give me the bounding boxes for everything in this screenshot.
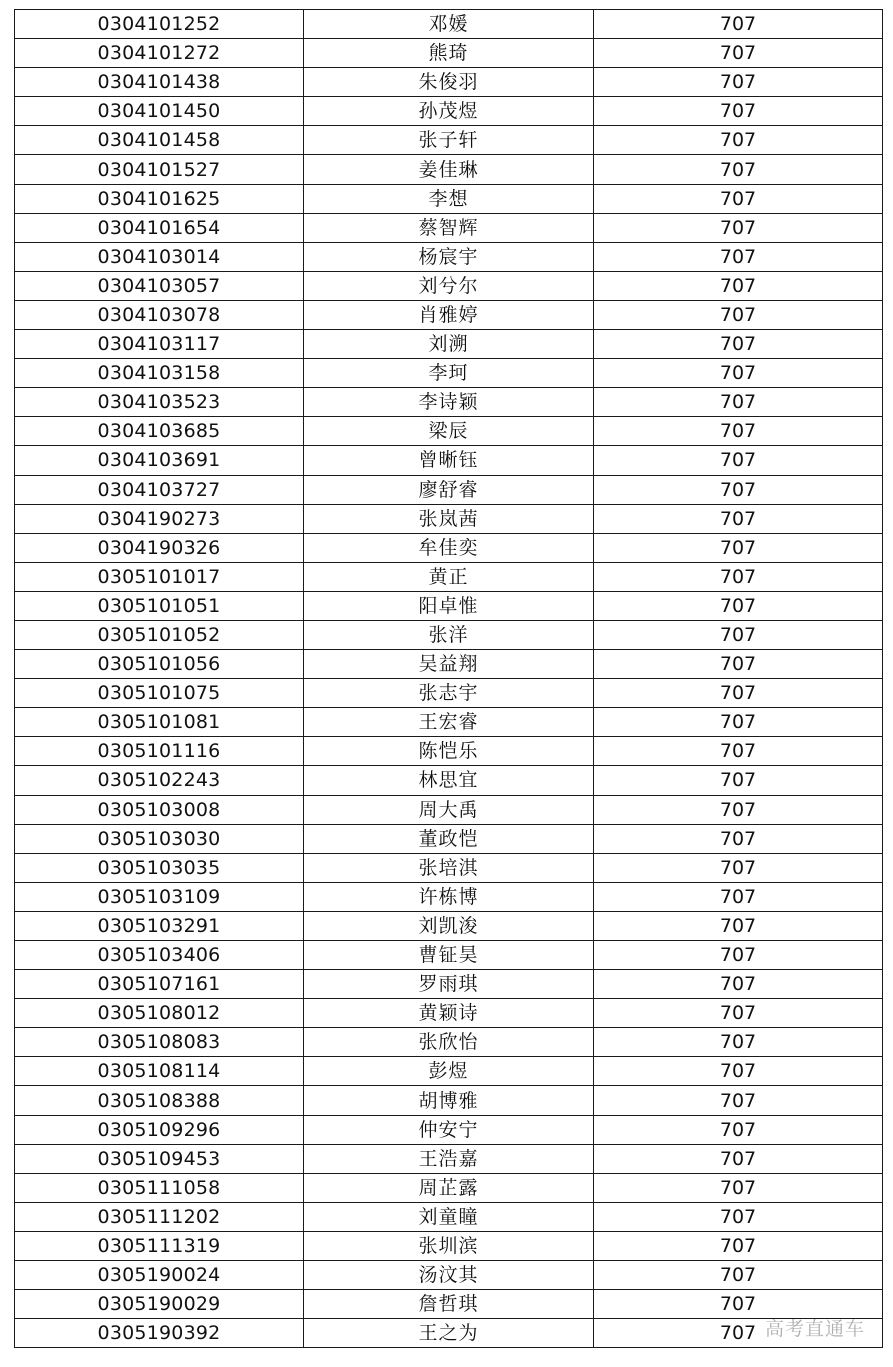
table-row [15,388,883,417]
student-name-cell: 廖舒睿 [304,475,594,504]
table-row [15,853,883,882]
exam-id-cell: 0304101450 [15,97,304,126]
score-cell: 707 [594,1231,883,1260]
student-name-cell: 刘童瞳 [304,1202,594,1231]
score-cell: 707 [594,213,883,242]
exam-id-cell: 0304101625 [15,184,304,213]
table-row [15,591,883,620]
score-cell: 707 [594,330,883,359]
exam-id-cell: 0304103117 [15,330,304,359]
score-cell: 707 [594,824,883,853]
student-name-cell: 蔡智辉 [304,213,594,242]
exam-id-cell: 0305103109 [15,882,304,911]
table-row [15,679,883,708]
score-cell: 707 [594,242,883,271]
table-row [15,999,883,1028]
score-cell: 707 [594,679,883,708]
table-row [15,359,883,388]
table-row [15,184,883,213]
exam-id-cell: 0305108083 [15,1028,304,1057]
exam-id-cell: 0304190273 [15,504,304,533]
score-cell: 707 [594,1144,883,1173]
exam-id-cell: 0305109453 [15,1144,304,1173]
student-name-cell: 姜佳琳 [304,155,594,184]
score-cell: 707 [594,68,883,97]
exam-id-cell: 0305103406 [15,941,304,970]
score-cell: 707 [594,359,883,388]
table-row [15,1202,883,1231]
table-row [15,1144,883,1173]
exam-id-cell: 0304103057 [15,271,304,300]
table-row [15,504,883,533]
table-row [15,795,883,824]
student-name-cell: 刘兮尔 [304,271,594,300]
student-name-cell: 王浩嘉 [304,1144,594,1173]
score-cell: 707 [594,1261,883,1290]
student-name-cell: 王之为 [304,1319,594,1348]
table-row [15,155,883,184]
score-cell: 707 [594,795,883,824]
table-row [15,97,883,126]
table-row [15,271,883,300]
exam-id-cell: 0304103078 [15,300,304,329]
student-name-cell: 张培淇 [304,853,594,882]
table-row [15,242,883,271]
student-name-cell: 曾晰钰 [304,446,594,475]
table-row [15,737,883,766]
score-cell: 707 [594,1028,883,1057]
table-row [15,1290,883,1319]
score-cell: 707 [594,562,883,591]
student-name-cell: 孙茂煜 [304,97,594,126]
exam-id-cell: 0305107161 [15,970,304,999]
student-name-cell: 刘溯 [304,330,594,359]
score-cell: 707 [594,1086,883,1115]
score-cell: 707 [594,970,883,999]
score-cell: 707 [594,766,883,795]
student-name-cell: 张洋 [304,620,594,649]
exam-id-cell: 0304103014 [15,242,304,271]
score-table [14,9,883,1348]
table-row [15,1173,883,1202]
student-name-cell: 詹哲琪 [304,1290,594,1319]
table-row [15,824,883,853]
table-row [15,941,883,970]
score-cell: 707 [594,533,883,562]
table-row [15,1261,883,1290]
table-row [15,126,883,155]
student-name-cell: 张欣怡 [304,1028,594,1057]
student-name-cell: 胡博雅 [304,1086,594,1115]
table-row [15,1319,883,1348]
score-cell: 707 [594,271,883,300]
score-cell: 707 [594,446,883,475]
student-name-cell: 张圳滨 [304,1231,594,1260]
student-name-cell: 张子轩 [304,126,594,155]
student-name-cell: 杨宸宇 [304,242,594,271]
exam-id-cell: 0304101272 [15,39,304,68]
student-name-cell: 周大禹 [304,795,594,824]
table-row [15,330,883,359]
exam-id-cell: 0305101075 [15,679,304,708]
exam-id-cell: 0304101438 [15,68,304,97]
score-cell: 707 [594,417,883,446]
student-name-cell: 张志宇 [304,679,594,708]
table-row [15,213,883,242]
student-name-cell: 陈恺乐 [304,737,594,766]
exam-id-cell: 0305108114 [15,1057,304,1086]
score-cell: 707 [594,941,883,970]
score-cell: 707 [594,737,883,766]
exam-id-cell: 0304103685 [15,417,304,446]
score-cell: 707 [594,999,883,1028]
table-row [15,417,883,446]
table-row [15,475,883,504]
table-row [15,300,883,329]
exam-id-cell: 0305111058 [15,1173,304,1202]
table-row [15,911,883,940]
student-name-cell: 肖雅婷 [304,300,594,329]
score-cell: 707 [594,97,883,126]
exam-id-cell: 0305101056 [15,650,304,679]
exam-id-cell: 0304190326 [15,533,304,562]
exam-id-cell: 0305101017 [15,562,304,591]
student-name-cell: 李珂 [304,359,594,388]
student-name-cell: 阳卓惟 [304,591,594,620]
score-table-body [15,10,883,1348]
score-cell: 707 [594,882,883,911]
score-cell: 707 [594,591,883,620]
score-cell: 707 [594,1173,883,1202]
table-row [15,708,883,737]
student-name-cell: 曹钲昊 [304,941,594,970]
score-cell: 707 [594,853,883,882]
table-row [15,1086,883,1115]
exam-id-cell: 0305103008 [15,795,304,824]
score-cell: 707 [594,184,883,213]
exam-id-cell: 0305103030 [15,824,304,853]
student-name-cell: 周芷露 [304,1173,594,1202]
table-row [15,882,883,911]
table-row [15,1231,883,1260]
student-name-cell: 刘凯浚 [304,911,594,940]
exam-id-cell: 0305103035 [15,853,304,882]
score-cell: 707 [594,1202,883,1231]
student-name-cell: 牟佳奕 [304,533,594,562]
score-cell: 707 [594,650,883,679]
table-row [15,1115,883,1144]
exam-id-cell: 0304103158 [15,359,304,388]
table-row [15,446,883,475]
table-row [15,766,883,795]
score-cell: 707 [594,708,883,737]
table-row [15,39,883,68]
exam-id-cell: 0305101052 [15,620,304,649]
exam-id-cell: 0305101081 [15,708,304,737]
exam-id-cell: 0305102243 [15,766,304,795]
exam-id-cell: 0304103727 [15,475,304,504]
student-name-cell: 吴益翔 [304,650,594,679]
student-name-cell: 黄正 [304,562,594,591]
student-name-cell: 王宏睿 [304,708,594,737]
student-name-cell: 李想 [304,184,594,213]
exam-id-cell: 0304101527 [15,155,304,184]
student-name-cell: 朱俊羽 [304,68,594,97]
student-name-cell: 董政恺 [304,824,594,853]
student-name-cell: 彭煜 [304,1057,594,1086]
student-name-cell: 许栋博 [304,882,594,911]
score-cell: 707 [594,10,883,39]
student-name-cell: 黄颖诗 [304,999,594,1028]
score-cell: 707 [594,911,883,940]
exam-id-cell: 0305111319 [15,1231,304,1260]
table-row [15,562,883,591]
table-row [15,10,883,39]
score-cell: 707 [594,504,883,533]
student-name-cell: 熊琦 [304,39,594,68]
table-row [15,533,883,562]
table-row [15,1057,883,1086]
score-cell: 707 [594,155,883,184]
table-row [15,970,883,999]
exam-id-cell: 0305101051 [15,591,304,620]
score-cell: 707 [594,1057,883,1086]
exam-id-cell: 0305109296 [15,1115,304,1144]
score-cell: 707 [594,126,883,155]
student-name-cell: 李诗颖 [304,388,594,417]
student-name-cell: 汤汶其 [304,1261,594,1290]
exam-id-cell: 0305108388 [15,1086,304,1115]
student-name-cell: 仲安宁 [304,1115,594,1144]
exam-id-cell: 0305111202 [15,1202,304,1231]
table-row [15,68,883,97]
student-name-cell: 林思宜 [304,766,594,795]
exam-id-cell: 0305190024 [15,1261,304,1290]
table-row [15,1028,883,1057]
student-name-cell: 张岚茜 [304,504,594,533]
table-row [15,650,883,679]
exam-id-cell: 0304101654 [15,213,304,242]
table-row [15,620,883,649]
student-name-cell: 邓媛 [304,10,594,39]
exam-id-cell: 0304103691 [15,446,304,475]
exam-id-cell: 0305108012 [15,999,304,1028]
score-cell: 707 [594,475,883,504]
exam-id-cell: 0304101458 [15,126,304,155]
student-name-cell: 梁辰 [304,417,594,446]
exam-id-cell: 0305101116 [15,737,304,766]
exam-id-cell: 0305103291 [15,911,304,940]
student-name-cell: 罗雨琪 [304,970,594,999]
score-cell: 707 [594,1115,883,1144]
exam-id-cell: 0305190392 [15,1319,304,1348]
score-cell: 707 [594,388,883,417]
exam-id-cell: 0305190029 [15,1290,304,1319]
score-cell: 707 [594,1290,883,1319]
score-cell: 707 [594,1319,883,1348]
score-cell: 707 [594,39,883,68]
exam-id-cell: 0304103523 [15,388,304,417]
score-cell: 707 [594,300,883,329]
watermark-text: 高考直通车 [764,1318,865,1340]
exam-id-cell: 0304101252 [15,10,304,39]
score-cell: 707 [594,620,883,649]
